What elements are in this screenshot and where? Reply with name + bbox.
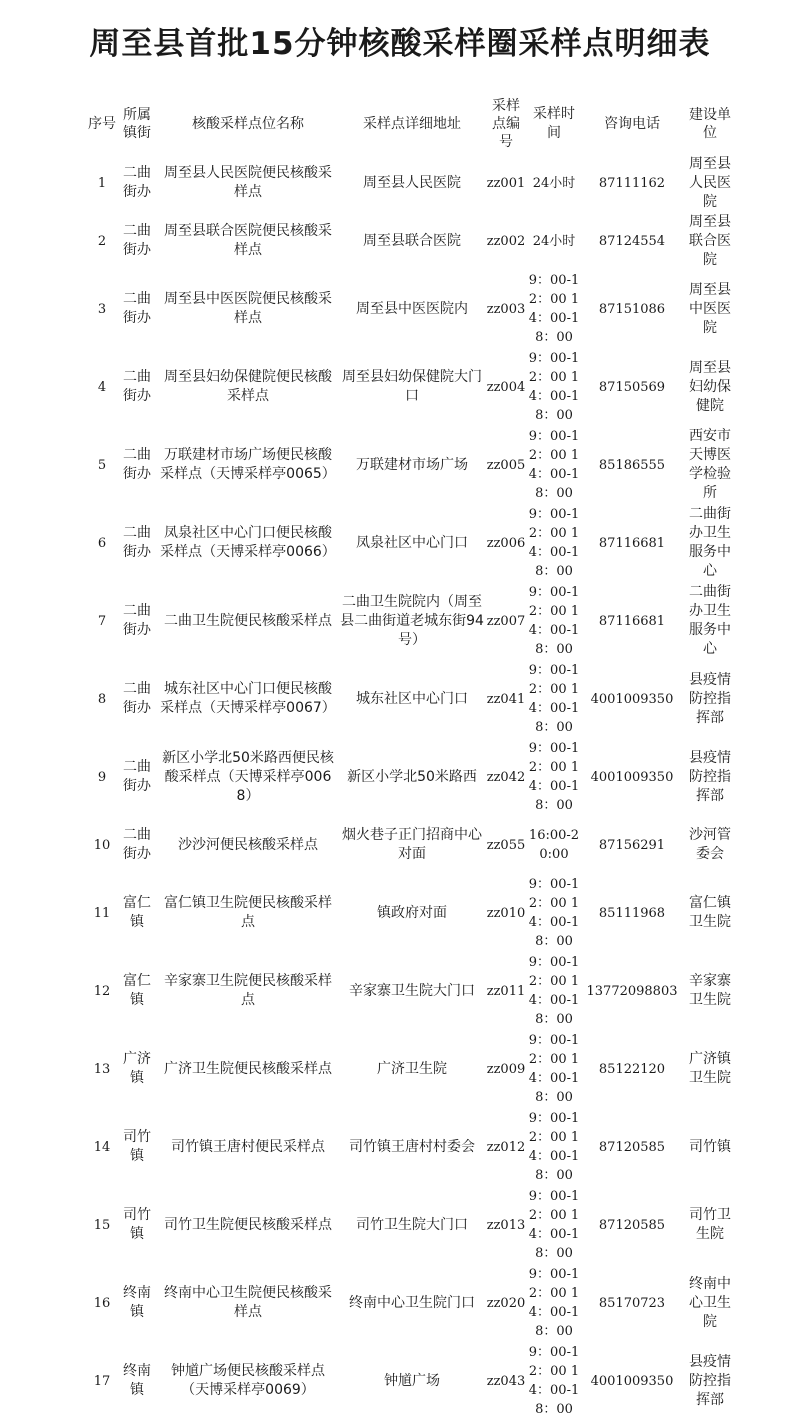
cell-seq: 15 bbox=[93, 1217, 111, 1233]
cell-town: 二曲街办 bbox=[123, 165, 151, 200]
cell-town: 二曲街办 bbox=[123, 681, 151, 716]
cell-town: 司竹镇 bbox=[123, 1129, 151, 1164]
cell-unit: 富仁镇卫生院 bbox=[689, 895, 731, 930]
cell-time: 9：00-12：00 14：00-18：00 bbox=[528, 429, 580, 501]
header-address: 采样点详细地址 bbox=[363, 116, 461, 132]
cell-time: 9：00-12：00 14：00-18：00 bbox=[528, 1345, 580, 1417]
cell-seq: 1 bbox=[97, 175, 107, 191]
cell-name: 周至县联合医院便民核酸采样点 bbox=[164, 223, 332, 258]
cell-code: zz020 bbox=[486, 1295, 526, 1311]
cell-town: 广济镇 bbox=[123, 1051, 151, 1086]
cell-name: 广济卫生院便民核酸采样点 bbox=[164, 1060, 332, 1077]
cell-time: 9：00-12：00 14：00-18：00 bbox=[528, 1267, 580, 1339]
cell-phone: 87156291 bbox=[598, 837, 666, 853]
table-row bbox=[88, 816, 738, 874]
table-row bbox=[88, 738, 738, 816]
cell-seq: 9 bbox=[97, 769, 107, 785]
cell-address: 凤泉社区中心门口 bbox=[356, 534, 468, 551]
table-row bbox=[88, 212, 738, 270]
cell-address: 镇政府对面 bbox=[377, 904, 447, 921]
table-row bbox=[88, 582, 738, 660]
table-row bbox=[88, 1264, 738, 1342]
header-code: 采样点编号 bbox=[492, 98, 520, 150]
table-row bbox=[88, 1342, 738, 1420]
cell-unit: 西安市天博医学检验所 bbox=[689, 428, 731, 501]
cell-town: 终南镇 bbox=[123, 1285, 151, 1320]
cell-code: zz001 bbox=[486, 175, 526, 191]
cell-phone: 87111162 bbox=[598, 175, 666, 191]
cell-name: 二曲卫生院便民核酸采样点 bbox=[164, 612, 332, 629]
cell-phone: 4001009350 bbox=[590, 769, 674, 785]
cell-seq: 14 bbox=[93, 1139, 111, 1155]
cell-phone: 85186555 bbox=[598, 457, 666, 473]
cell-code: zz009 bbox=[486, 1061, 526, 1077]
cell-town: 富仁镇 bbox=[123, 895, 151, 930]
cell-time: 9：00-12：00 14：00-18：00 bbox=[528, 351, 580, 423]
cell-code: zz013 bbox=[486, 1217, 526, 1233]
cell-name: 凤泉社区中心门口便民核酸采样点（天博采样亭0066） bbox=[160, 525, 336, 560]
cell-address: 辛家寨卫生院大门口 bbox=[349, 982, 475, 999]
sampling-points-table bbox=[88, 94, 738, 1420]
cell-seq: 10 bbox=[93, 837, 111, 853]
cell-time: 9：00-12：00 14：00-18：00 bbox=[528, 585, 580, 657]
table-row bbox=[88, 348, 738, 426]
cell-code: zz012 bbox=[486, 1139, 526, 1155]
cell-name: 司竹卫生院便民核酸采样点 bbox=[164, 1216, 332, 1233]
cell-town: 二曲街办 bbox=[123, 759, 151, 794]
cell-code: zz002 bbox=[486, 233, 526, 249]
cell-phone: 87150569 bbox=[598, 379, 666, 395]
cell-unit: 周至县人民医院 bbox=[689, 155, 731, 210]
cell-code: zz003 bbox=[486, 301, 526, 317]
cell-seq: 12 bbox=[93, 983, 111, 999]
cell-unit: 终南中心卫生院 bbox=[689, 1275, 731, 1330]
cell-unit: 县疫情防控指挥部 bbox=[689, 1353, 731, 1408]
cell-name: 万联建材市场广场便民核酸采样点（天博采样亭0065） bbox=[160, 447, 336, 482]
cell-phone: 87124554 bbox=[598, 233, 666, 249]
cell-seq: 7 bbox=[97, 613, 107, 629]
cell-phone: 85111968 bbox=[598, 905, 666, 921]
cell-name: 周至县妇幼保健院便民核酸采样点 bbox=[164, 369, 332, 404]
cell-seq: 17 bbox=[93, 1373, 111, 1389]
cell-address: 城东社区中心门口 bbox=[356, 690, 468, 707]
cell-address: 广济卫生院 bbox=[377, 1060, 447, 1077]
cell-time: 9：00-12：00 14：00-18：00 bbox=[528, 877, 580, 949]
cell-address: 万联建材市场广场 bbox=[356, 456, 468, 473]
cell-unit: 周至县妇幼保健院 bbox=[689, 359, 731, 414]
cell-phone: 13772098803 bbox=[586, 983, 678, 999]
cell-address: 周至县人民医院 bbox=[363, 174, 461, 191]
cell-seq: 5 bbox=[97, 457, 107, 473]
cell-address: 烟火巷子正门招商中心对面 bbox=[342, 827, 482, 862]
cell-town: 富仁镇 bbox=[123, 973, 151, 1008]
cell-address: 周至县联合医院 bbox=[363, 232, 461, 249]
cell-unit: 周至县中医医院 bbox=[689, 281, 731, 336]
cell-code: zz007 bbox=[486, 613, 526, 629]
table-row bbox=[88, 1030, 738, 1108]
cell-town: 二曲街办 bbox=[123, 447, 151, 482]
cell-phone: 4001009350 bbox=[590, 691, 674, 707]
cell-name: 富仁镇卫生院便民核酸采样点 bbox=[164, 895, 332, 930]
cell-unit: 县疫情防控指挥部 bbox=[689, 671, 731, 726]
cell-address: 钟馗广场 bbox=[384, 1372, 440, 1389]
cell-time: 9：00-12：00 14：00-18：00 bbox=[528, 273, 580, 345]
cell-address: 二曲卫生院院内（周至县二曲街道老城东街94号） bbox=[340, 593, 484, 648]
cell-seq: 3 bbox=[97, 301, 107, 317]
cell-address: 周至县中医医院内 bbox=[356, 300, 468, 317]
cell-unit: 广济镇卫生院 bbox=[689, 1051, 731, 1086]
cell-seq: 2 bbox=[97, 233, 107, 249]
cell-seq: 4 bbox=[97, 379, 107, 395]
cell-unit: 二曲街办卫生服务中心 bbox=[689, 506, 731, 579]
cell-name: 新区小学北50米路西便民核酸采样点（天博采样亭0068） bbox=[162, 749, 334, 804]
cell-unit: 周至县联合医院 bbox=[689, 213, 731, 268]
cell-phone: 87151086 bbox=[598, 301, 666, 317]
cell-code: zz006 bbox=[486, 535, 526, 551]
cell-code: zz004 bbox=[486, 379, 526, 395]
cell-unit: 司竹镇 bbox=[689, 1138, 731, 1155]
cell-code: zz043 bbox=[486, 1373, 526, 1389]
cell-town: 二曲街办 bbox=[123, 291, 151, 326]
cell-town: 二曲街办 bbox=[123, 525, 151, 560]
cell-name: 城东社区中心门口便民核酸采样点（天博采样亭0067） bbox=[160, 681, 336, 716]
cell-address: 司竹卫生院大门口 bbox=[356, 1216, 468, 1233]
cell-phone: 85122120 bbox=[598, 1061, 666, 1077]
cell-name: 沙沙河便民核酸采样点 bbox=[178, 836, 318, 853]
cell-name: 辛家寨卫生院便民核酸采样点 bbox=[164, 973, 332, 1008]
header-time: 采样时间 bbox=[533, 106, 575, 141]
header-name: 核酸采样点位名称 bbox=[192, 116, 304, 132]
cell-town: 二曲街办 bbox=[123, 223, 151, 258]
cell-time: 24小时 bbox=[532, 233, 576, 249]
cell-time: 9：00-12：00 14：00-18：00 bbox=[528, 741, 580, 813]
cell-name: 司竹镇王唐村便民采样点 bbox=[171, 1138, 325, 1155]
cell-unit: 二曲街办卫生服务中心 bbox=[689, 584, 731, 657]
cell-town: 二曲街办 bbox=[123, 369, 151, 404]
header-seq: 序号 bbox=[88, 116, 116, 132]
header-town: 所属镇街 bbox=[123, 107, 151, 141]
cell-code: zz005 bbox=[486, 457, 526, 473]
cell-name: 终南中心卫生院便民核酸采样点 bbox=[164, 1285, 332, 1320]
header-row bbox=[88, 94, 738, 154]
cell-time: 16:00-20:00 bbox=[528, 828, 580, 862]
cell-phone: 87120585 bbox=[598, 1139, 666, 1155]
cell-time: 9：00-12：00 14：00-18：00 bbox=[528, 1111, 580, 1183]
table-row bbox=[88, 1108, 738, 1186]
table-row bbox=[88, 504, 738, 582]
cell-address: 司竹镇王唐村村委会 bbox=[349, 1138, 475, 1155]
cell-phone: 87120585 bbox=[598, 1217, 666, 1233]
cell-seq: 8 bbox=[97, 691, 107, 707]
cell-phone: 4001009350 bbox=[590, 1373, 674, 1389]
cell-seq: 11 bbox=[93, 905, 111, 921]
table-row bbox=[88, 270, 738, 348]
cell-town: 二曲街办 bbox=[123, 603, 151, 638]
cell-name: 钟馗广场便民核酸采样点（天博采样亭0069） bbox=[171, 1363, 325, 1398]
cell-unit: 司竹卫生院 bbox=[689, 1207, 731, 1242]
table-row bbox=[88, 426, 738, 504]
table-row bbox=[88, 154, 738, 212]
cell-time: 9：00-12：00 14：00-18：00 bbox=[528, 1189, 580, 1261]
cell-unit: 辛家寨卫生院 bbox=[689, 973, 731, 1008]
table-row bbox=[88, 952, 738, 1030]
cell-time: 9：00-12：00 14：00-18：00 bbox=[528, 507, 580, 579]
table-header bbox=[88, 94, 738, 154]
cell-name: 周至县人民医院便民核酸采样点 bbox=[164, 165, 332, 200]
cell-time: 24小时 bbox=[532, 175, 576, 191]
cell-time: 9：00-12：00 14：00-18：00 bbox=[528, 955, 580, 1027]
cell-town: 终南镇 bbox=[123, 1363, 151, 1398]
table-body bbox=[88, 154, 738, 1420]
cell-time: 9：00-12：00 14：00-18：00 bbox=[528, 1033, 580, 1105]
cell-phone: 85170723 bbox=[598, 1295, 666, 1311]
table-row bbox=[88, 874, 738, 952]
table-row bbox=[88, 1186, 738, 1264]
cell-address: 新区小学北50米路西 bbox=[347, 768, 477, 785]
cell-phone: 87116681 bbox=[598, 535, 666, 551]
cell-address: 终南中心卫生院门口 bbox=[349, 1294, 475, 1311]
cell-unit: 沙河管委会 bbox=[689, 827, 731, 862]
table-row bbox=[88, 660, 738, 738]
cell-address: 周至县妇幼保健院大门口 bbox=[342, 369, 482, 404]
cell-seq: 6 bbox=[97, 535, 107, 551]
cell-code: zz041 bbox=[486, 691, 526, 707]
cell-code: zz042 bbox=[486, 769, 526, 785]
cell-phone: 87116681 bbox=[598, 613, 666, 629]
cell-seq: 16 bbox=[93, 1295, 111, 1311]
cell-unit: 县疫情防控指挥部 bbox=[689, 749, 731, 804]
page-title: 周至县首批15分钟核酸采样圈采样点明细表 bbox=[89, 26, 711, 62]
cell-code: zz055 bbox=[486, 837, 526, 853]
header-unit: 建设单位 bbox=[689, 107, 731, 141]
cell-time: 9：00-12：00 14：00-18：00 bbox=[528, 663, 580, 735]
cell-name: 周至县中医医院便民核酸采样点 bbox=[164, 291, 332, 326]
cell-code: zz010 bbox=[486, 905, 526, 921]
cell-town: 二曲街办 bbox=[123, 827, 151, 862]
cell-code: zz011 bbox=[486, 983, 526, 999]
cell-seq: 13 bbox=[93, 1061, 111, 1077]
cell-town: 司竹镇 bbox=[123, 1207, 151, 1242]
header-phone: 咨询电话 bbox=[604, 116, 660, 132]
